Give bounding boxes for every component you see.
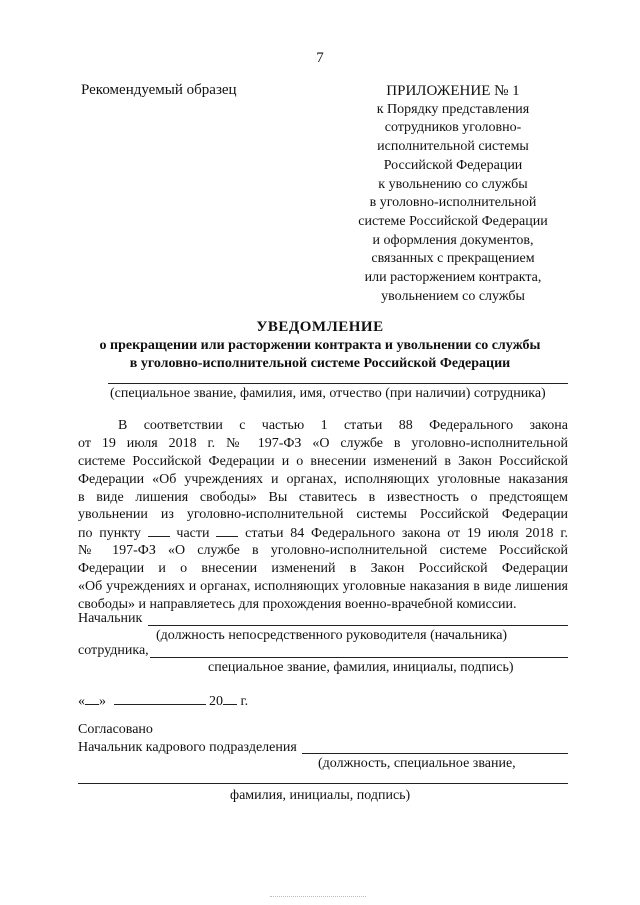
body-text: статьи 84 Федерального закона от 19 июля 2018 г. [245, 526, 569, 542]
appendix-line: или расторжением контракта, [364, 270, 542, 286]
body-text: части [176, 526, 210, 542]
appendix-line: и оформления документов, [372, 232, 534, 248]
hr-caption-2: фамилия, инициалы, подпись) [230, 788, 411, 803]
body-line: системе Российской Федерации и о внесении изменений в Закон Российской [78, 453, 568, 469]
notice-subtitle-2: в уголовно-исполнительной системе Российской Федерации [129, 356, 511, 371]
chief-line[interactable] [148, 625, 568, 626]
appendix-line: увольнением со службы [381, 288, 525, 304]
appendix-line: Российской Федерации [383, 157, 523, 173]
body-line: свободы» и направляетесь для прохождения военно-врачебной комиссии. [78, 596, 517, 612]
employee-name-line[interactable] [108, 383, 568, 384]
hr-chief-line[interactable] [302, 753, 568, 754]
page-number: 7 [316, 50, 324, 66]
appendix-title: ПРИЛОЖЕНИЕ № 1 [386, 83, 520, 99]
day-blank[interactable] [85, 692, 99, 705]
appendix-block [338, 82, 568, 306]
sample-label: Рекомендуемый образец [81, 82, 237, 98]
body-line-with-blanks [78, 524, 568, 542]
date-open-quote: « [78, 694, 85, 709]
agreed-label: Согласовано [78, 722, 153, 737]
body-line: увольнении из уголовно-исполнительной системы Российской Федерации [78, 507, 568, 523]
appendix-line: связанных с прекращением [371, 251, 535, 267]
part-blank[interactable] [216, 524, 238, 537]
appendix-line: сотрудников уголовно- [384, 120, 522, 136]
date-close-quote: » [99, 694, 106, 709]
month-blank[interactable] [114, 692, 206, 705]
body-line: в виде лишения свободы» Вы ставитесь в известность о предстоящем [78, 489, 568, 505]
date-year-prefix: 20 [209, 694, 223, 709]
body-text: по пункту [78, 526, 141, 542]
notice-title-block [0, 318, 640, 373]
chief-label: Начальник [78, 611, 143, 626]
clause-blank[interactable] [148, 524, 170, 537]
year-blank[interactable] [223, 692, 237, 705]
appendix-line: исполнительной системы [377, 139, 529, 155]
appendix-line: системе Российской Федерации [358, 213, 548, 229]
body-line: Федерации и о внесении изменений в Закон Российской Федерации [78, 561, 568, 577]
appendix-line: к увольнению со службы [378, 176, 528, 192]
body-line: «Об учреждениях и органах, исполняющих уголовные наказания в виде лишения [78, 579, 568, 595]
scan-artifact [270, 896, 366, 905]
notice-subtitle-1: о прекращении или расторжении контракта и увольнении со службы [99, 338, 541, 353]
employee-signature-caption: специальное звание, фамилия, инициалы, подпись) [208, 660, 514, 675]
hr-chief-label: Начальник кадрового подразделения [78, 740, 297, 755]
body-line: Федерации «Об учреждениях и органах, исполняющих уголовные наказания [78, 471, 568, 487]
appendix-line: к Порядку представления [376, 101, 530, 117]
notice-title: УВЕДОМЛЕНИЕ [256, 319, 384, 335]
employee-signature-line[interactable] [150, 657, 568, 658]
employee-caption: (специальное звание, фамилия, имя, отчество (при наличии) сотрудника) [110, 386, 546, 401]
date-year-suffix: г. [240, 694, 249, 709]
body-line: В соответствии с частью 1 статьи 88 Федерального закона [118, 418, 568, 433]
appendix-line: в уголовно-исполнительной [369, 195, 537, 211]
chief-caption: (должность непосредственного руководителя (начальника) [156, 628, 508, 643]
body-line: от 19 июля 2018 г. № 197-ФЗ «О службе в уголовно-исполнительной [78, 435, 568, 451]
hr-signature-line[interactable] [78, 783, 568, 784]
date-field [78, 692, 248, 710]
notice-body [78, 417, 568, 614]
hr-caption-1: (должность, специальное звание, [318, 756, 516, 771]
body-line: № 197-ФЗ «О службе в уголовно-исполнительной системе Российской [78, 543, 568, 559]
employee-label: сотрудника, [78, 643, 149, 658]
